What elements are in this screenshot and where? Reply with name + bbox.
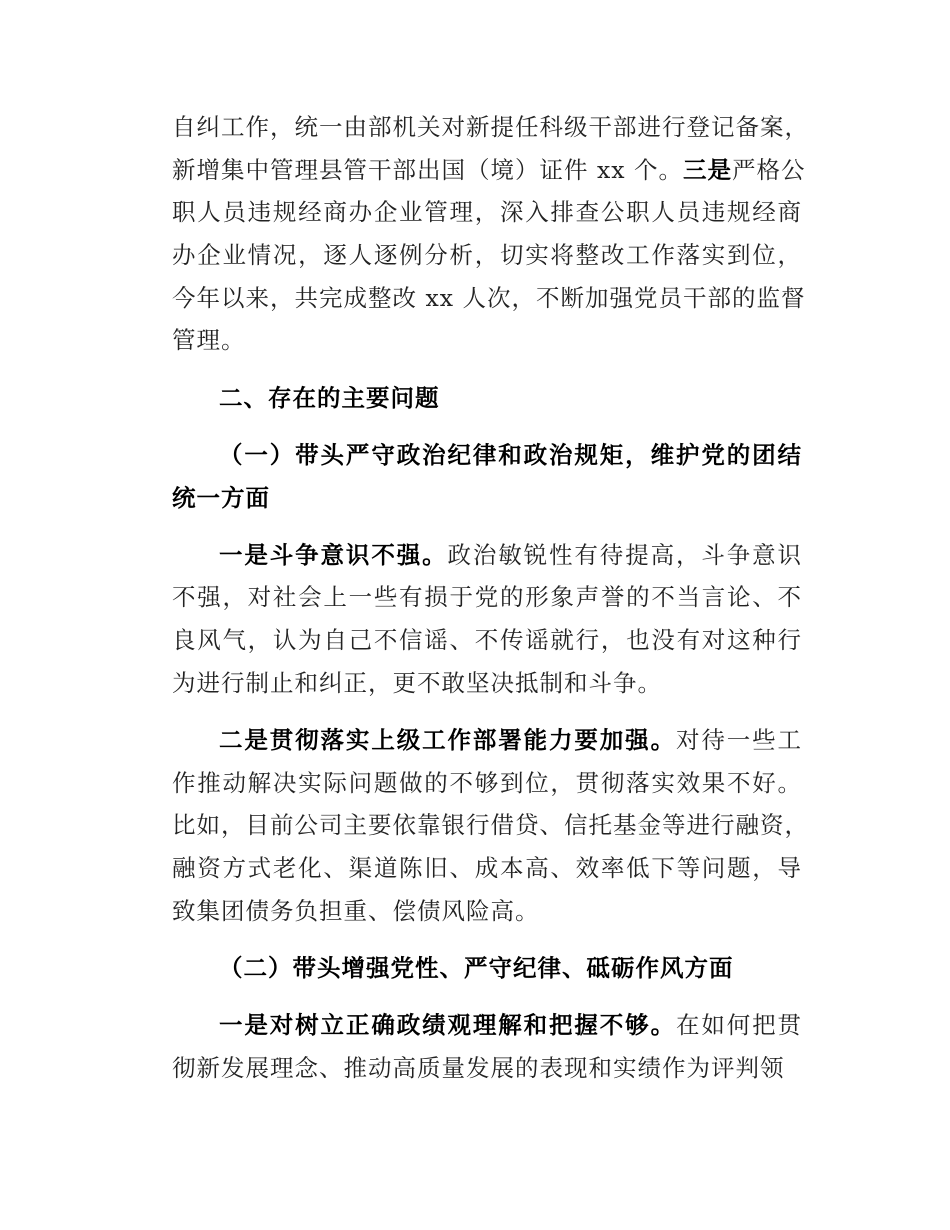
text-run: 新增集中管理县管干部出国（境）证件 xx 个。 [172,155,683,184]
text-run: 对待一些工 [675,725,803,754]
text-line [172,1004,802,1047]
text-run: （二）带头增强党性、严守纪律、砥砺作风方面 [219,953,734,982]
text-line [172,106,809,149]
text-run: 彻新发展理念、推动高质量发展的表现和实绩作为评判领 [172,1053,785,1082]
text-line [172,1047,802,1090]
text-run: 融资方式老化、渠道陈旧、成本高、效率低下等问题，导 [172,854,802,882]
text-run: 统一方面 [172,483,270,512]
text-line [172,762,802,805]
text-run: 作推动解决实际问题做的不够到位，贯彻落实效果不好。 [172,768,802,797]
text-line [172,890,802,933]
section-heading [172,947,802,990]
text-line [172,477,802,520]
body-paragraph [172,1004,802,1089]
text-run: 致集团债务负担重、偿债风险高。 [172,896,540,925]
text-run: 为进行制止和纠正，更不敢坚决抵制和斗争。 [172,668,662,697]
text-line [172,191,802,234]
text-run: 在如何把贯 [675,1011,803,1040]
text-line [172,719,802,762]
text-run: 良风气，认为自己不信谣、不传谣就行，也没有对这种行 [172,626,802,655]
text-line [172,377,802,420]
text-run: 比如，目前公司主要依靠银行借贷、信托基金等进行融资， [172,811,809,840]
text-run: 办企业情况，逐人逐例分析，切实将整改工作落实到位， [172,241,802,270]
text-line [172,234,802,277]
body-paragraph [172,719,809,932]
text-run: 政治敏锐性有待提高，斗争意识 [447,540,803,569]
text-run: （一）带头严守政治纪律和政治规矩，维护党的团结 [219,440,802,469]
text-line [172,149,806,192]
text-run: 职人员违规经商办企业管理，深入排查公职人员违规经商 [172,198,802,227]
document-page [172,106,809,1089]
text-run: 二、存在的主要问题 [219,383,440,412]
text-run: 不强，对社会上一些有损于党的形象声誉的不当言论、不 [172,583,802,612]
text-line [172,804,809,847]
bold-lead-phrase: 二是贯彻落实上级工作部署能力要加强。 [219,725,676,754]
text-line [172,576,802,619]
body-paragraph [172,534,802,705]
section-heading [172,434,802,519]
text-line [172,619,802,662]
bold-lead-phrase: 一是斗争意识不强。 [219,540,448,569]
text-line [172,277,806,320]
text-run: 今年以来，共完成整改 xx 人次，不断加强党员干部的监督 [172,283,806,312]
text-line [172,534,802,577]
text-run: 管理。 [172,326,246,355]
section-heading [172,377,802,420]
text-line [172,434,802,477]
text-run: 自纠工作，统一由部机关对新提任科级干部进行登记备案， [172,113,809,141]
body-paragraph [172,106,809,362]
bold-lead-phrase: 一是对树立正确政绩观理解和把握不够。 [219,1011,676,1040]
bold-lead-phrase: 三是 [682,155,732,184]
text-line [172,947,802,990]
text-run: 严格公 [731,155,806,184]
text-line [172,319,802,362]
text-line [172,662,802,705]
text-line [172,847,802,890]
